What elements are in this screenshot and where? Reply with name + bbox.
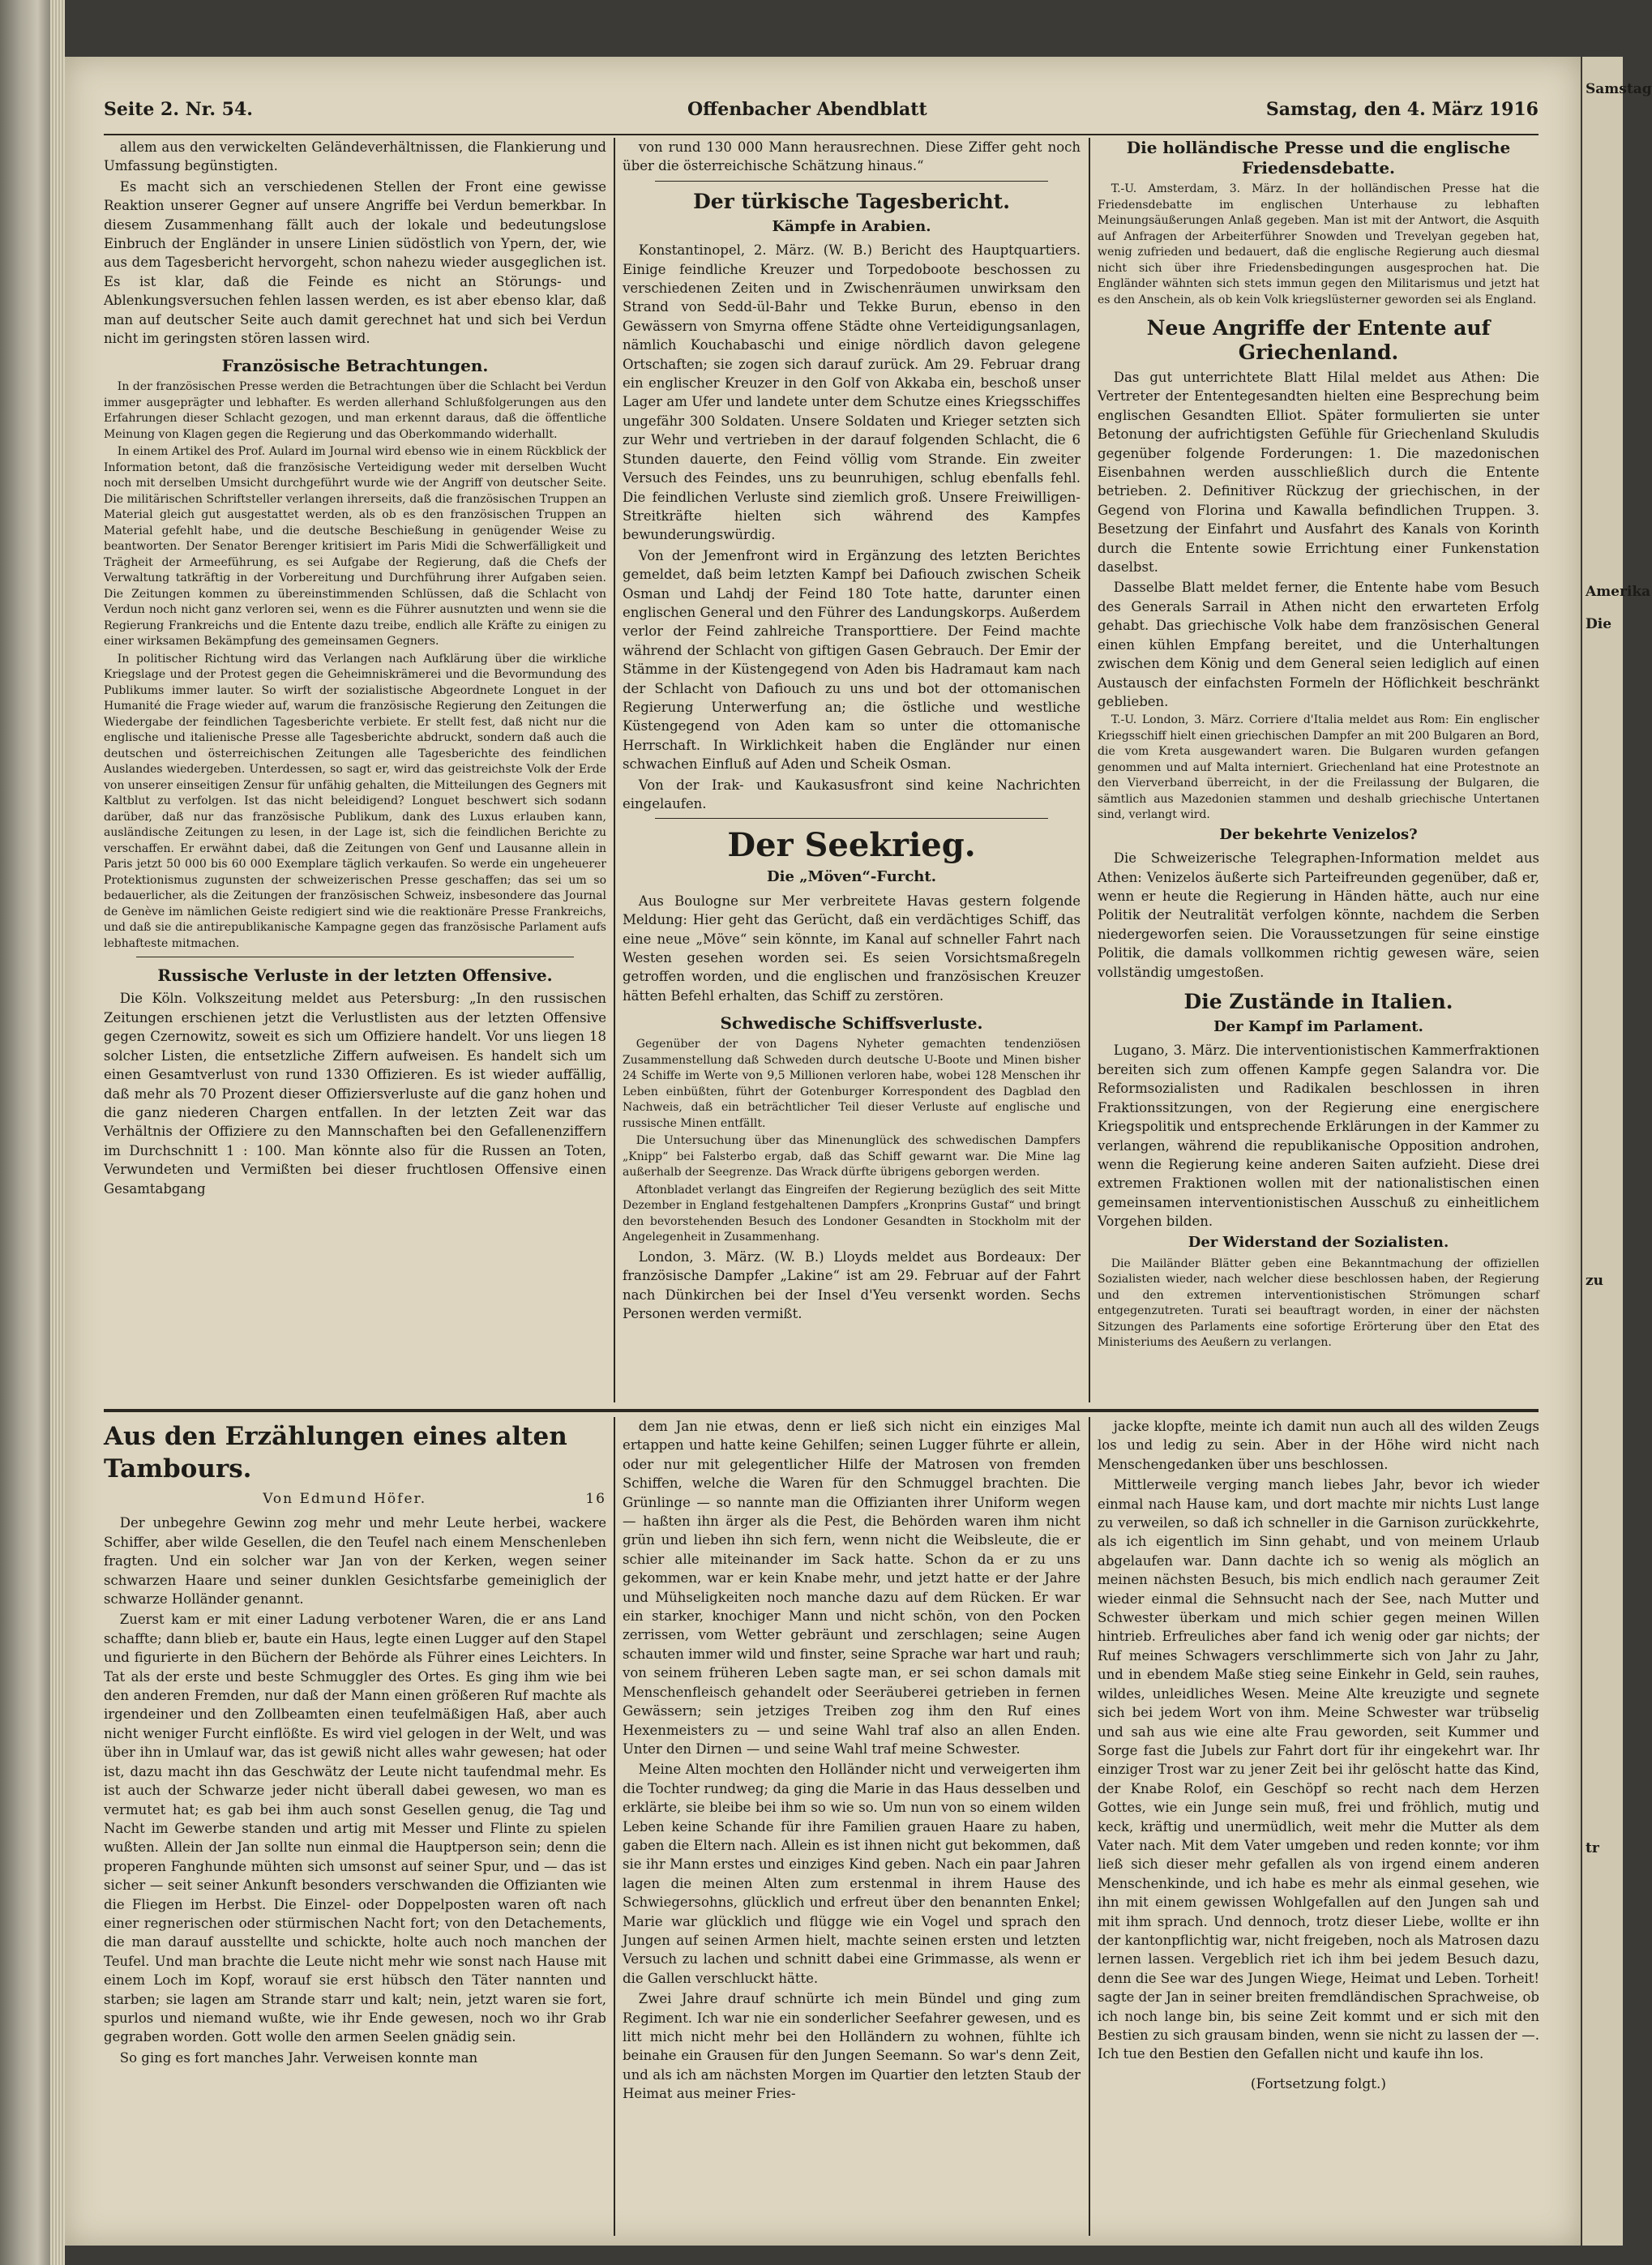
serial-column-1 <box>104 1417 606 2228</box>
heading-holland: Die holländische Presse und die englische Friedensdebatte. <box>1126 138 1511 178</box>
column-rule <box>1089 138 1090 1402</box>
page-date: Samstag, den 4. März 1916 <box>1265 99 1539 120</box>
adjacent-fragment: Amerika <box>1586 584 1651 600</box>
paragraph: London, 3. März. (W. B.) Lloyds meldet aus Bordeaux: Der französische Dampfer „Lakine“ ist am 29. Februar auf der Fahrt nach Dünkirchen bei der Insel d'Yeu versenkt worden. Sechs Personen werden vermißt. <box>623 1248 1081 1321</box>
paragraph: Meine Alten mochten den Holländer nicht und verweigerten ihm die Tochter rundweg; da ging die Marie in das Haus desselben und erklärte, sie bleibe bei ihm so wie so. Um nun von so einem wilden Leben keine Schande für ihre Familien grauen Haare zu haben, gaben die Eltern nach. Allein es ist ihnen nicht gut bekommen, daß sie ihr Mann erstes und einziges Kind geben. Nach ein paar Jahren lagen die meinen Alten zum erstenmal in ihrem Hause des Schwiegersohns, glücklich und erfreut über den benannten Enkel; Marie war glücklich und flügge wie ein Vogel und sprach den Jungen auf seinen Armen hielt, machte seinen ersten und letzten Versuch zu lachen und schnitt dabei eine Grimmasse, als wenn er die Gallen verschluckt hätte. <box>623 1762 1081 1986</box>
paragraph: Der unbegehre Gewinn zog mehr und mehr Leute herbei, wackere Schiffer, aber wilde Gesellen, die den Teufel nach einem Menschenleben fragten. Und ein solcher war Jan von der Kerken, wegen seiner schwarzen Haare und seiner dunklen Gesichtsfarbe gemeiniglich der schwarze Holländer genannt. <box>104 1515 606 1608</box>
paragraph: Die Köln. Volkszeitung meldet aus Petersburg: „In den russischen Zeitungen erschienen jetzt die Verlustlisten aus der letzten Offensive gegen Czernowitz, soweit es sich um Offiziere handelt. Vor uns liegen 18 solcher Listen, die entsetzliche Ziffern aufweisen. Es handelt sich um einen Gesamtverlust von rund 1330 Offizieren. Es ist wieder auffällig, daß mehr als 70 Prozent dieser Offiziersverluste auf die ganz hohen und die ganz niederen Chargen entfallen. In der letzten Zeit war das Verhältnis der Offiziere zu den Mannschaften bei den Gefallenenziffern im Durchschnitt 1 : 100. Man könnte also für die Russen an Toten, Verwundeten und Vermißten bei dieser fruchtlosen Offensive einen Gesamtabgang <box>104 991 606 1197</box>
paragraph: Die Mailänder Blätter geben eine Bekanntmachung der offiziellen Sozialisten wieder, nach welcher diese beschlossen haben, der Regierung und den extremen interventionistischen Strömungen scharf entgegenzutreten. Turati sei beauftragt worden, in einer der nächsten Sitzungen des Parlaments eine sofortige Erörterung über den Etat des Ministeriums des Aeußern zu verlangen. <box>1098 1257 1539 1350</box>
heading-greece: Neue Angriffe der Entente auf Griechenland. <box>1146 316 1491 364</box>
paragraph: Die Schweizerische Telegraphen-Information meldet aus Athen: Venizelos äußerte sich Parteifreunden gegenüber, daß er, wenn er heute die Regierung in Händen hätte, auch nur eine Politik der Neutralität verfolgen könnte, nachdem die Serben niedergeworfen seien. Die Voraussetzungen für seine einstige Politik, die damals vollkommen richtig gewesen wäre, seien vollständig umgestoßen. <box>1098 850 1539 980</box>
author: Von Edmund Höfer. <box>263 1491 427 1507</box>
subheading-turk: Kämpfe in Arabien. <box>772 217 931 235</box>
serial-column-2 <box>623 1417 1081 2228</box>
paragraph: So ging es fort manches Jahr. Verweisen konnte man <box>119 2049 478 2066</box>
heading-sea: Der Seekrieg. <box>727 826 976 865</box>
column-1 <box>104 138 606 1398</box>
page-number: Seite 2. Nr. 54. <box>104 99 253 120</box>
page-header <box>104 99 1539 131</box>
separator <box>655 818 1048 819</box>
adjacent-fragment: tr <box>1586 1840 1599 1856</box>
paragraph: Die Untersuchung über das Minenunglück des schwedischen Dampfers „Knipp“ bei Falsterbo ergab, daß das Schiff gewarnt war. Die Mine lag außerhalb der Seegrenze. Das Wrack dürfte übrigens geborgen werden. <box>623 1134 1081 1180</box>
paragraph: Lugano, 3. März. Die interventionistischen Kammerfraktionen bereiten sich zum offenen Kampfe gegen Salandra vor. Die Reformsozialisten und Radikalen beschlossen in ihren Fraktionssitzungen, von der Regierung eine energischere Kriegspolitik und entsprechende Erklärungen in der Kammer zu verlangen, während die republikanische Opposition androhen, wenn die Regierung keine anderen Saiten aufzieht. Diese drei extremen Fraktionen wollen mit der nationalistischen einen gemeinsamen interventionistischen Ausschuß zu einheitlichem Vorgehen bilden. <box>1098 1043 1539 1230</box>
paragraph: Mittlerweile verging manch liebes Jahr, bevor ich wieder einmal nach Hause kam, und dort machte mir nichts Lust lange zu verweilen, so daß ich schneller in die Garnison zurückkehrte, als ich eigentlich im Sinn gehabt, und von meinem Urlaub abgelaufen war. Dann dachte ich so wenig als möglich an meinen nächsten Besuch, bis mich endlich nach geraumer Zeit wieder einmal die Sehnsucht nach der See, nach Mutter und Schwester überkam und mich schier gegen meinen Willen hintrieb. Erfreuliches aber fand ich wenig oder gar nichts; der Ruf meines Schwagers verschlimmerte sich von Jahr zu Jahr, und in ebendem Maße stieg seine Einkehr in Geld, sein rauhes, wildes, unleidliches Wesen. Meine Alte kreuzigte und segnete sich bei jedem Wort von ihm. Meine Schwester war trübselig und sah aus wie eine alte Frau geworden, seit Kummer und Sorge fast die Jubels zur Fahrt dort für ihr eingekehrt war. Ihr einziger Trost war zu jener Zeit bei ihr gelöscht hatte das Kind, der Knabe Rolof, ein Geschöpf so recht nach dem Herzen Gottes, wie ein Junge sein muß, frei und fröhlich, mutig und keck, kräftig und unermüdlich, weit mehr die Mutter als dem Vater nach. Mit dem Vater umgeben und reden konnte; vor ihm ließ sich dieser mehr gefallen als von irgend einem anderen Menschenkinde, und ich habe es mehr als einmal gesehen, wie ihn mit einem gewissen Wohlgefallen auf den Jungen sah und mit ihm sprach. Und dennoch, trotz dieser Liebe, wollte er ihn der kantonpflichtig war, nicht freigeben, noch als Matrosen dazu lernen lassen. Vergeblich riet ich ihm bei jedem Besuch dazu, denn die See war des Jungen Wiege, Heimat und Leben. Torheit! sagte der Jan in seiner breiten fremdländischen Sprachweise, ob ich noch lange bin, bis seine Zeit kommt und er sich mit den Bestien zu sich grausam binden, wenn sie nicht zu lassen der —. Ich tue den Bestien den Gefallen nicht und kaufe ihn los. <box>1098 1477 1539 2062</box>
serial-title: Aus den Erzählungen eines alten Tambours. <box>104 1422 567 1484</box>
paragraph: allem aus den verwickelten Geländeverhältnissen, die Flankierung und Umfassung begünstigten. <box>104 139 606 174</box>
heading-turk: Der türkische Tagesbericht. <box>693 189 1010 213</box>
paragraph: Zwei Jahre drauf schnürte ich mein Bündel und ging zum Regiment. Ich war nie ein sonderlicher Seefahrer gewesen, und es litt mich nicht mehr bei den Holländern zu wohnen, fühlte ich beinahe ein Grausen für den Jungen Seemann. So war's denn Zeit, und als ich am nächsten Morgen im Quartier den letzten Staub der Heimat aus meiner Fries- <box>623 1991 1081 2102</box>
continued-note: (Fortsetzung folgt.) <box>1250 2075 1387 2092</box>
paragraph: dem Jan nie etwas, denn er ließ sich nicht ein einziges Mal ertappen und hatte keine Gehilfen; seinen Lugger führte er allein, oder nur mit gelegentlicher Hilfe der Matrosen von fremden Schiffen, welche die Waren für den Schmuggel brachten. Die Grünlinge — so nannte man die Offizianten ihrer Uniform wegen — haßten ihn ärger als die Pest, die Behörden waren ihm nicht grün und lieben ihn sich fern, wenn nicht die Weibsleute, die er schier alle miteinander im Sack hatte. Schon da er zu uns gekommen, war er kein Knabe mehr, und jetzt hatte er der Jahre und Mühseligkeiten noch manche dazu auf dem Rücken. Er war ein starker, knochiger Mann und nicht schön, von den Pocken zerrissen, vom Wetter gebräunt und zerschlagen; seine Augen schauten immer wild und finster, seine Sprache war hart und rauh; von seinem früheren Leben sagte man, er sei schon damals mit Menschenfleisch gehandelt oder Seeräuberei getrieben in fernen Gewässern; sein jetziges Treiben zog ihm den Ruf eines Hexenmeisters zu — und seine Wahl traf also an allen Enden. Unter den Dirnen — und seine Wahl traf meine Schwester. <box>623 1419 1081 1757</box>
paragraph: Konstantinopel, 2. März. (W. B.) Bericht des Hauptquartiers. Einige feindliche Kreuzer und Torpedoboote beschossen zu verschiedenen Zeiten und in Zwischenräumen unwirksam den Strand von Sedd-ül-Bahr und Tekke Burun, ebenso in den Gewässern von Smyrna offene Städte ohne Verteidigungsanlagen, nämlich Kouchabaschi und einige nördlich davon gelegene Ortschaften; sie zogen sich darauf zurück. Am 29. Februar drang ein englischer Kreuzer in den Golf von Akkaba ein, beschoß unser Lager am Ufer und landete unter dem Schutze eines Kriegsschiffes ungefähr 300 Soldaten. Unsere Soldaten und Krieger setzten sich zur Wehr und vertrieben in der darauf folgenden Schlacht, die 6 Stunden dauerte, den Feind völlig vom Strande. Ein zweiter Versuch des Feindes, uns zu beunruhigen, schlug ebenfalls fehl. Die feindlichen Verluste sind ziemlich groß. Unsere Freiwilligen-Streitkräfte hielten sich während des Kampfes bewunderungswürdig. <box>623 242 1081 543</box>
paragraph: Das gut unterrichtete Blatt Hilal meldet aus Athen: Die Vertreter der Ententegesandten hielten eine Besprechung beim englischen Gesandten Elliot. Später formulierten sie unter Betonung der aufrichtigsten Gefühle für Griechenland Skuludis gegenüber folgende Forderungen: 1. Die mazedonischen Eisenbahnen werden ausschließlich durch die Entente betrieben. 2. Definitiver Rückzug der griechischen, in der Gegend von Florina und Kawalla befindlichen Truppen. 3. Besetzung der Einfahrt und Ausfahrt des Kanals von Korinth durch die Entente sowie Errichtung einer Funkenstation daselbst. <box>1098 370 1539 576</box>
adjacent-fragment: Die <box>1586 616 1612 632</box>
book-spine <box>0 0 50 2265</box>
paragraph: In politischer Richtung wird das Verlangen nach Aufklärung über die wirkliche Kriegslage und der Protest gegen die Geheimniskrämerei und die Bevormundung des Publikums immer lauter. So wirft der sozialistische Abgeordnete Longuet in der Humanité die Frage wieder auf, warum die französische Regierung den Zeitungen die Wiedergabe der feindlichen Tagesberichte verbiete. Er stellt fest, daß nicht nur die englische und italienische Presse alle Tagesberichte abdruckt, sondern daß auch die deutschen und österreichischen Zeitungen alle Tagesberichte des feindlichen Auslandes wiedergeben. Unterdessen, so sagt er, wird das geistreichste Volk der Erde von unserer einseitigen Zensur für unfähig gehalten, die Mitteilungen des Gegners mit Kaltblut zu verfolgen. Ist das nicht beleidigend? Longuet beschwert sich sodann darüber, daß nur das französische Publikum, dank des Luxus erlauben kann, ausländische Zeitungen zu lesen, in der Lage ist, sich die feindlichen Berichte zu verschaffen. Er erwähnt dabei, daß die Zeitungen von Genf und Lausanne allein in Paris jetzt 50 000 bis 60 000 Exemplare täglich verkaufen. So werde ein ungeheuerer Protektionismus zugunsten der schweizerischen Presse geschaffen; das sei um so bedauerlicher, als die Zeitungen der französischen Schweiz, insbesondere das Journal de Genève im nämlichen Geiste redigiert sind wie die reaktionäre Presse Frankreichs, und daß sie die antirepublikanische Kampagne gegen das französische Parlament aufs lebhafteste mitmachen. <box>104 652 606 950</box>
column-rule <box>1089 1417 1090 2236</box>
column-3 <box>1098 138 1539 1402</box>
paragraph: Es macht sich an verschiedenen Stellen der Front eine gewisse Reaktion unserer Gegner auf unsere Angriffe bei Verdun bemerkbar. In diesem Zusammenhang fällt auch der lokale und bedeutungslose Einbruch der Engländer in unsere Linien südöstlich von Ypern, der, wie aus dem Tagesbericht hervorgeht, schon nahezu wieder ausgeglichen ist. Es ist klar, daß die Feinde es nicht an Störungs- und Ablenkungsversuchen fehlen lassen werden, es ist aber ebenso klar, daß man auf deutscher Seite auch damit gerechnet hat und sich bei Verdun nicht im geringsten stören lassen wird. <box>104 178 606 347</box>
adjacent-fragment: zu <box>1586 1273 1604 1289</box>
paragraph: T.-U. London, 3. März. Corriere d'Italia meldet aus Rom: Ein englischer Kriegsschiff hielt einen griechischen Dampfer an mit 200 Bulgaren an Bord, die vom Kreta ausgewandert waren. Die Bulgaren wurden gefangen genommen und auf Malta interniert. Griechenland hat eine Protestnote an den Vierverband überreicht, in der die Freilassung der Bulgaren, die sämtlich aus Mazedonien stammen und deshalb griechische Untertanen sind, verlangt wird. <box>1098 713 1539 822</box>
paragraph: Dasselbe Blatt meldet ferner, die Entente habe vom Besuch des Generals Sarrail in Athen nicht den erwarteten Erfolg gehabt. Das griechische Volk habe dem französischen General einen kühlen Empfang bereitet, und die Unterhaltungen zwischen dem König und dem General seien lediglich auf einen Austausch der einfachsten Formeln der Höflichkeit beschränkt geblieben. <box>1098 580 1539 709</box>
column-rule <box>614 138 615 1402</box>
paragraph: von rund 130 000 Mann herausrechnen. Diese Ziffer geht noch über die österreichische Schätzung hinaus.“ <box>623 139 1081 174</box>
paragraph: Gegenüber der von Dagens Nyheter gemachten tendenziösen Zusammenstellung daß Schweden durch deutsche U-Boote und Minen bisher 24 Schiffe im Werte von 9,5 Millionen verloren habe, wobei 128 Menschen ihr Leben einbüßten, führt der Gotenburger Korrespondent des Dagblad den Nachweis, daß ein beträchtlicher Teil dieser Verluste auf englische und russische Minen entfällt. <box>623 1038 1081 1130</box>
header-rule <box>104 134 1539 135</box>
adjacent-page-edge <box>1581 57 1652 2246</box>
heading-russia: Russische Verluste in der letzten Offensive. <box>157 966 553 986</box>
paragraph: Zuerst kam er mit einer Ladung verbotener Waren, die er ans Land schaffte; dann blieb er, baute ein Haus, legte einen Lugger auf den Stapel und figurierte in den Büchern der Behörde als Führer eines Leichters. In Tat als der erste und beste Schmuggler des Ortes. Es ging ihm wie bei den anderen Fremden, nur daß der Mann einen größeren Ruf machte als irgendeiner und den Zollbeamten einen teufelmäßigen Haß, aber auch nicht weniger Furcht einflößte. Es wird viel gelogen in der Welt, und was über ihn in Umlauf war, das ist gewiß nicht alles wahr gewesen; hat oder ist, dazu macht ihn das Geschwätz der Leute nicht taufendmal mehr. Es ist auch der Schwarze jeder nicht überall dabei gewesen, wo man es vermutet hat; es gab bei ihm auch sonst Gesellen genug, die Tag und Nacht im Gewerbe standen und artig mit Messer und Flinte zu spielen wußten. Allein der Jan sollte nun einmal die Hauptperson sein; denn die properen Fanghunde mühten sich umsonst auf seiner Spur, und — das ist sicher — seit seiner Ankunft besonders verschwanden die Offizianten wie die Fliegen im Herbst. Die Einzel- oder Doppelposten waren oft nach einer regnerischen oder stürmischen Nacht fort; von den Detachements, die man darauf ausstellte und schickte, holte auch noch manchen der Teufel. Und man brachte die Leute nicht mehr wie sonst nach Hause mit einem Loch im Kopf, worauf sie erst hübsch den Täter nannten und starben; sie lagen am Strande starr und kalt; nein, jetzt waren sie fort, spurlos und niemand wußte, wie ihr Ende gewesen, noch wo ihr Grab gegraben worden. Gott wolle den armen Seelen gnädig sein. <box>104 1612 606 2045</box>
separator <box>655 181 1048 182</box>
paragraph: Von der Irak- und Kaukasusfront sind keine Nachrichten eingelaufen. <box>623 777 1081 811</box>
serial-byline <box>104 1490 606 1509</box>
heading-swedish: Schwedische Schiffsverluste. <box>720 1013 983 1034</box>
paragraph: In einem Artikel des Prof. Aulard im Journal wird ebenso wie in einem Rückblick der Information betont, daß die französische Verteidigung weder mit derselben Wucht noch mit derselben Umsicht durchgeführt wurde wie der Angriff von deutscher Seite. Die militärischen Schriftsteller verlangen ihrerseits, daß die französischen Truppen an Material gleich gut ausgestattet werden, als ob es den französischen Truppen an Material gefehlt habe, und die deutsche Beschießung in genügender Weise zu beantworten. Der Senator Berenger kritisiert im Paris Midi die Schwerfälligkeit und Trägheit der Armeeführung, es sei Aufgabe der Regierung, daß die Chefs der Verwaltung tatkräftig in der Vorbereitung und Durchführung ihrer Aufgaben seien. Die Zeitungen kommen zu übereinstimmenden Schlüssen, daß die Schlacht von Verdun noch nicht ganz verloren sei, wenn es die Führer ausnutzten und wenn sie die Regierung Frankreichs und die Entente dazu treibe, endlich alle Kräfte zu einigen zu einer wirksamen Bekämpfung des gemeinsamen Gegners. <box>104 445 606 649</box>
paragraph: Von der Jemenfront wird in Ergänzung des letzten Berichtes gemeldet, daß beim letzten Kampf bei Dafiouch zwischen Scheik Osman und Lahdj der Feind 180 Tote hatte, darunter einen englischen General und den Führer des Landungskorps. Außerdem verlor der Feind zahlreiche Transporttiere. Der Feind machte während der Schlacht von giftigen Gasen Gebrauch. Der Emir der Stämme in der Küstengegend von Aden bis Hadramaut kam nach der Schlacht von Dafiouch zu uns und bot der ottomanischen Regierung Unterwerfung an; die östliche und westliche Küstengegend von Aden kam so unter die ottomanische Herrschaft. In Wirklichkeit haben die Engländer nur einen schwachen Einfluß auf Aden und Scheik Osman. <box>623 547 1081 773</box>
subheading-sea: Die „Möven“-Furcht. <box>767 868 936 886</box>
column-rule <box>614 1417 615 2236</box>
heading-italy: Die Zustände in Italien. <box>1183 990 1453 1014</box>
paragraph: Aus Boulogne sur Mer verbreitete Havas gestern folgende Meldung: Hier geht das Gerücht, daß ein verdächtiges Schiff, das eine neue „Möve“ sein könnte, im Kanal auf schneller Fahrt nach Westen gesehen worden sei. Es seien Vorsichtsmaßregeln getroffen worden, und die englischen und französischen Kreuzer hätten Befehl erhalten, das Schiff zu zerstören. <box>623 893 1081 1004</box>
paragraph: jacke klopfte, meinte ich damit nun auch all des wilden Zeugs los und ledig zu sein. Aber in der Höhe wird nicht nach Menschengedanken über uns beschlossen. <box>1098 1419 1539 1472</box>
paragraph: T.-U. Amsterdam, 3. März. In der holländischen Presse hat die Friedensdebatte im englischen Unterhause zu lebhaften Meinungsäußerungen Anlaß gegeben. Man ist mit der Antwort, die Asquith auf Anfragen der Arbeiterführer Snowden und Trevelyan gegeben hat, wenig zufrieden und bedauert, daß die englische Regierung auch diesmal nicht sich über ihre Friedensbedingungen ausgesprochen hat. Die Engländer wähnten sich stets immun gegen den Militarismus und jetzt hat es den Anschein, als ob kein Volk kriegslüsterner geworden sei als England. <box>1098 182 1539 306</box>
heading-socialists: Der Widerstand der Sozialisten. <box>1188 1233 1449 1251</box>
episode-number: 16 <box>585 1491 606 1507</box>
heading-french: Französische Betrachtungen. <box>221 356 489 376</box>
paragraph: In der französischen Presse werden die Betrachtungen über die Schlacht bei Verdun immer ausgeprägter und lebhafter. Es werden allerhand Schlußfolgerungen aus den Erfahrungen dieser Schlacht gezogen, und man erkennt daraus, daß die öffentliche Meinung von Klagen gegen die Regierung und das Oberkommando widerhallt. <box>104 380 606 441</box>
subheading-italy: Der Kampf im Parlament. <box>1213 1018 1423 1036</box>
heading-venizelos: Der bekehrte Venizelos? <box>1219 825 1418 843</box>
paragraph: Aftonbladet verlangt das Eingreifen der Regierung bezüglich des seit Mitte Dezember in England festgehaltenen Dampfers „Kronprins Gustaf“ und bringt den bevorstehenden Besuch des Londoner Gesandten in Stockholm mit der Angelegenheit in Zusammenhang. <box>623 1183 1081 1244</box>
section-rule <box>104 1409 1539 1412</box>
adjacent-fragment: Samstag <box>1586 81 1652 97</box>
newspaper-name: Offenbacher Abendblatt <box>687 99 927 120</box>
serial-column-3 <box>1098 1417 1539 2228</box>
page-edges <box>50 0 65 2265</box>
column-2 <box>623 138 1081 1398</box>
